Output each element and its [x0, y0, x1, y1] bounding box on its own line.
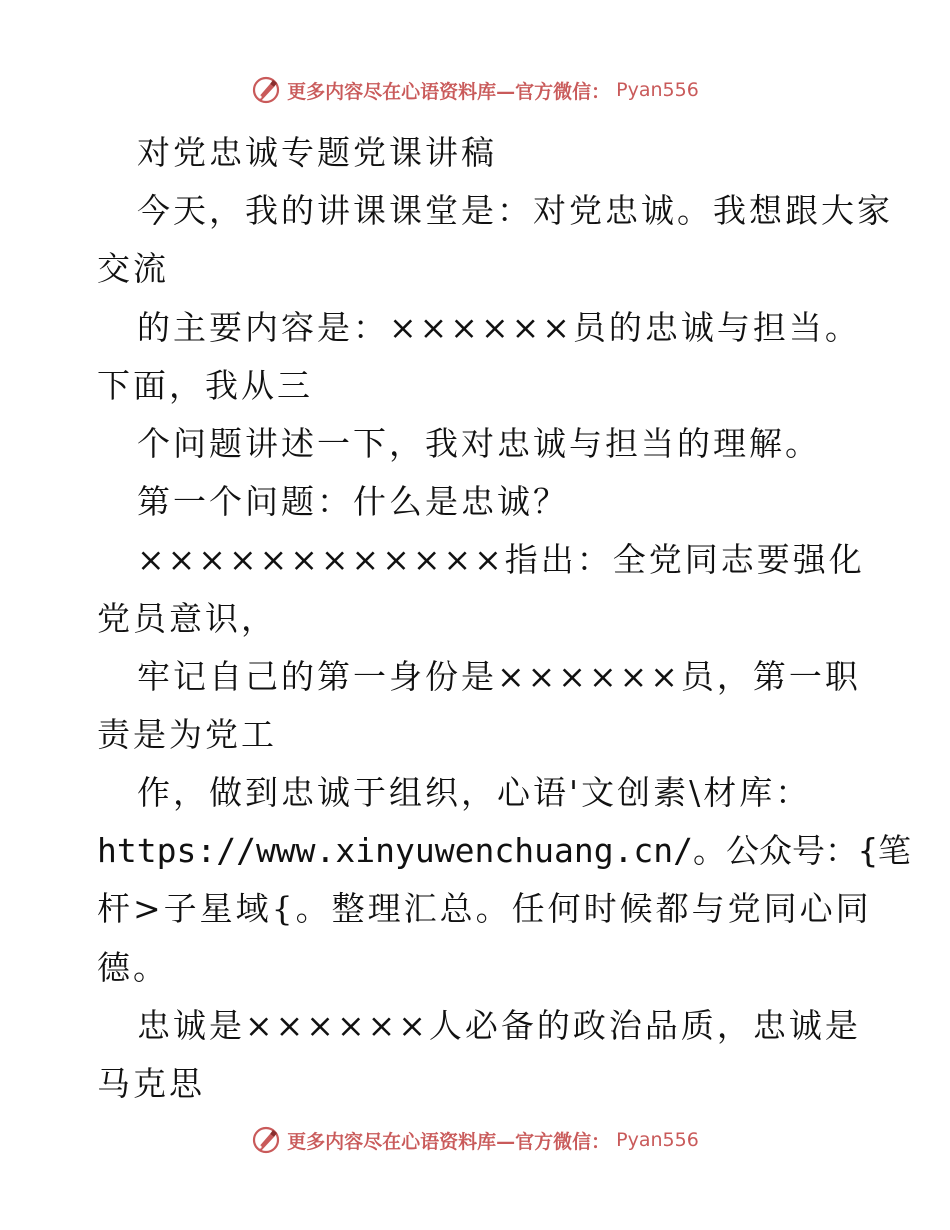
pen-logo-icon	[251, 1125, 281, 1155]
url-line: https://www.xinyuwenchuang.cn/。公众号：{笔	[97, 831, 911, 871]
banner-text: 更多内容尽在心语资料库—官方微信：	[287, 1130, 611, 1153]
banner-text: 更多内容尽在心语资料库—官方微信：	[287, 80, 611, 103]
paragraph-line: 杆>子星域{。整理汇总。任何时候都与党同心同	[97, 889, 872, 929]
paragraph-line: 德。	[97, 947, 169, 987]
banner-contact: Pyan556	[616, 1129, 699, 1151]
question-heading: 第一个问题：什么是忠诚？	[137, 482, 569, 522]
header-banner	[0, 72, 950, 108]
paragraph-line: 的主要内容是：××××××员的忠诚与担当。	[137, 307, 861, 347]
paragraph-line: 忠诚是××××××人必备的政治品质，忠诚是	[137, 1005, 861, 1045]
paragraph-line: 作，做到忠诚于组织，心语'文创素\材库：	[137, 773, 812, 813]
pen-logo-icon	[251, 75, 281, 105]
paragraph-line: 牢记自己的第一身份是××××××员，第一职	[137, 656, 861, 696]
paragraph-line: ××××××××××××指出：全党同志要强化	[137, 540, 865, 580]
paragraph-line: 责是为党工	[97, 714, 277, 754]
paragraph-line: 个问题讲述一下，我对忠诚与担当的理解。	[137, 423, 821, 463]
paragraph-line: 党员意识，	[97, 598, 277, 638]
paragraph-line: 交流	[97, 249, 169, 289]
document-body	[97, 124, 911, 1113]
paragraph-line: 下面，我从三	[97, 365, 313, 405]
paragraph-line: 马克思	[97, 1064, 205, 1103]
banner-contact: Pyan556	[616, 79, 699, 101]
footer-banner	[0, 1122, 950, 1158]
paragraph-line: 今天，我的讲课课堂是：对党忠诚。我想跟大家	[137, 191, 893, 231]
document-title: 对党忠诚专题党课讲稿	[137, 133, 497, 172]
